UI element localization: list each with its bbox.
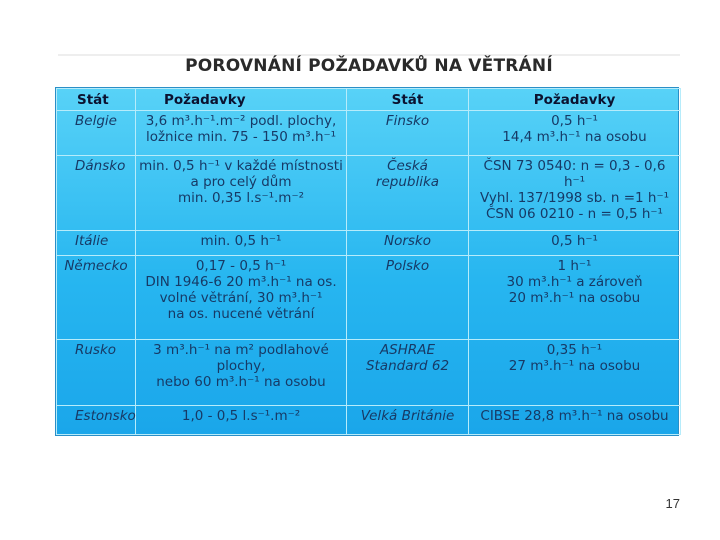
cell-line: na os. nucené větrání bbox=[167, 306, 315, 322]
requirements-cell bbox=[136, 406, 347, 435]
cell-line: Finsko bbox=[385, 113, 430, 129]
cell-line: Vyhl. 137/1998 sb. n =1 h⁻¹ bbox=[479, 190, 670, 207]
requirements-cell bbox=[469, 256, 681, 340]
cell-line: republika bbox=[375, 174, 440, 191]
cell-line: Velká Británie bbox=[360, 408, 455, 425]
cell-line: ASHRAE bbox=[379, 342, 436, 359]
cell-line: plochy, bbox=[216, 358, 266, 375]
cell-line: ložnice min. 75 - 150 m³.h⁻¹ bbox=[145, 129, 337, 145]
state-cell bbox=[347, 156, 469, 231]
page-number: 17 bbox=[665, 496, 680, 511]
cell-line: 3,6 m³.h⁻¹.m⁻² podl. plochy, bbox=[145, 113, 337, 129]
state-cell bbox=[57, 256, 136, 340]
table-row bbox=[57, 111, 681, 156]
cell-line: Belgie bbox=[75, 113, 117, 129]
cell-line: 1 h⁻¹ bbox=[557, 258, 592, 274]
cell-line: 0,5 h⁻¹ bbox=[551, 233, 598, 250]
state-cell bbox=[57, 340, 136, 406]
cell-line: nebo 60 m³.h⁻¹ na osobu bbox=[156, 374, 326, 391]
cell-line: Německo bbox=[64, 258, 128, 274]
state-cell bbox=[57, 231, 136, 256]
requirements-cell bbox=[136, 156, 347, 231]
cell-line: Dánsko bbox=[75, 158, 126, 175]
cell-line: a pro celý dům bbox=[190, 174, 292, 191]
table-row bbox=[57, 231, 681, 256]
header-state-2: Stát bbox=[347, 89, 469, 111]
cell-line: 30 m³.h⁻¹ a zároveň bbox=[506, 274, 643, 290]
table-row bbox=[57, 256, 681, 340]
cell-line: Estonsko bbox=[75, 408, 136, 425]
state-cell bbox=[347, 406, 469, 435]
state-cell bbox=[347, 256, 469, 340]
cell-line: 20 m³.h⁻¹ na osobu bbox=[508, 290, 641, 306]
cell-line: min. 0,5 h⁻¹ bbox=[200, 233, 282, 250]
table-row bbox=[57, 406, 681, 435]
requirements-cell bbox=[469, 340, 681, 406]
comparison-table-container bbox=[55, 87, 679, 436]
requirements-cell bbox=[136, 231, 347, 256]
cell-line: 1,0 - 0,5 l.s⁻¹.m⁻² bbox=[181, 408, 301, 425]
state-cell bbox=[57, 111, 136, 156]
cell-line: min. 0,5 h⁻¹ v každé místnosti bbox=[139, 158, 343, 175]
cell-line: volné větrání, 30 m³.h⁻¹ bbox=[159, 290, 323, 306]
cell-line: 0,5 h⁻¹ bbox=[551, 113, 598, 129]
requirements-cell bbox=[469, 406, 681, 435]
header-row bbox=[57, 89, 681, 111]
state-cell bbox=[347, 111, 469, 156]
requirements-cell bbox=[136, 111, 347, 156]
ventilation-comparison-table bbox=[56, 88, 681, 435]
requirements-cell bbox=[136, 256, 347, 340]
cell-line: Česká bbox=[387, 158, 428, 175]
cell-line: 0,17 - 0,5 h⁻¹ bbox=[195, 258, 287, 274]
cell-line: DIN 1946-6 20 m³.h⁻¹ na os. bbox=[145, 274, 337, 290]
cell-line: Standard 62 bbox=[365, 358, 450, 375]
cell-line: 27 m³.h⁻¹ na osobu bbox=[508, 358, 641, 375]
cell-line: Itálie bbox=[75, 233, 109, 250]
cell-line: 3 m³.h⁻¹ na m² podlahové bbox=[153, 342, 329, 359]
requirements-cell bbox=[469, 156, 681, 231]
table-body bbox=[57, 111, 681, 435]
header-state-1: Stát bbox=[57, 89, 136, 111]
state-cell bbox=[347, 231, 469, 256]
cell-line: 14,4 m³.h⁻¹ na osobu bbox=[502, 129, 647, 145]
header-requirements-1: Požadavky bbox=[136, 89, 347, 111]
table-row bbox=[57, 156, 681, 231]
header-requirements-2: Požadavky bbox=[469, 89, 681, 111]
requirements-cell bbox=[469, 231, 681, 256]
cell-line: Norsko bbox=[383, 233, 432, 250]
state-cell bbox=[57, 156, 136, 231]
state-cell bbox=[57, 406, 136, 435]
requirements-cell bbox=[469, 111, 681, 156]
cell-line: Rusko bbox=[75, 342, 117, 359]
cell-line: 0,35 h⁻¹ bbox=[546, 342, 603, 359]
requirements-cell bbox=[136, 340, 347, 406]
state-cell bbox=[347, 340, 469, 406]
cell-line: min. 0,35 l.s⁻¹.m⁻² bbox=[178, 190, 304, 207]
cell-line: ČSN 73 0540: n = 0,3 - 0,6 h⁻¹ bbox=[483, 158, 666, 191]
cell-line: Polsko bbox=[385, 258, 430, 274]
table-row bbox=[57, 340, 681, 406]
cell-line: CIBSE 28,8 m³.h⁻¹ na osobu bbox=[480, 408, 669, 425]
slide-title: POROVNÁNÍ POŽADAVKŮ NA VĚTRÁNÍ bbox=[185, 56, 553, 76]
cell-line: ČSN 06 0210 - n = 0,5 h⁻¹ bbox=[486, 206, 663, 223]
